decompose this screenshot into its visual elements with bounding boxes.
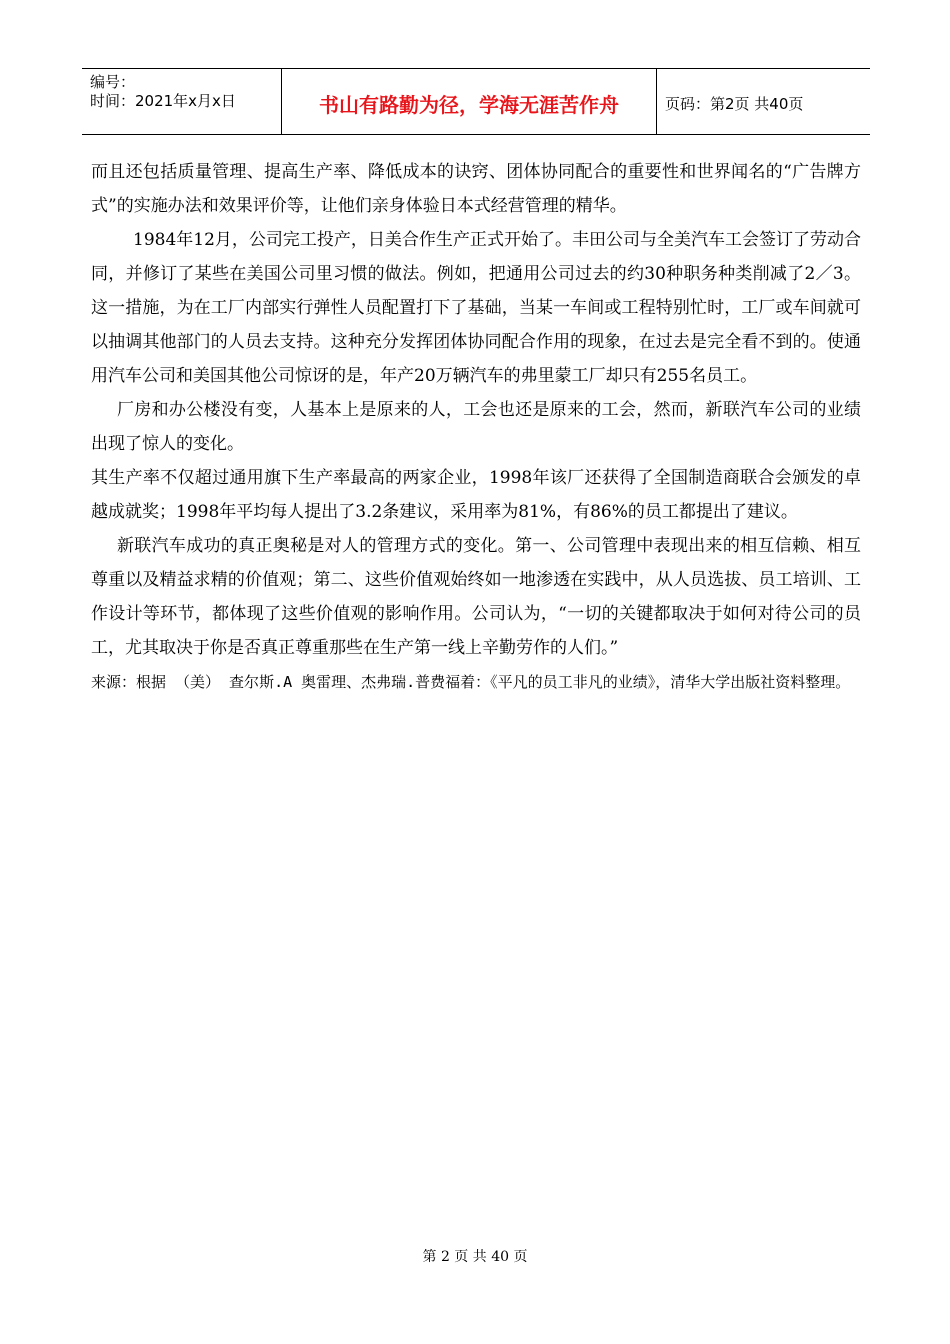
header-meta-cell [82, 69, 282, 134]
footer-page-number: 第 2 页 共 40 页 [422, 1249, 528, 1265]
header-page-cell [657, 69, 870, 134]
source-citation: 来源：根据 （美） 查尔斯.A 奥雷理、杰弗瑞.普费福着：《平凡的员工非凡的业绩》，清华大学出版社资料整理。 [91, 673, 851, 691]
paragraph: 而且还包括质量管理、提高生产率、降低成本的诀窍、团体协同配合的重要性和世界闻名的“广告牌方式”的实施办法和效果评价等，让他们亲身体验日本式经营管理的精华。 [91, 162, 861, 216]
page-info: 页码：第2页 共40页 [665, 95, 804, 113]
date-label: 时间：2021年x月x日 [90, 92, 236, 110]
motto-text: 书山有路勤为径，学海无涯苦作舟 [319, 93, 619, 117]
document-body [91, 155, 861, 699]
page-footer [0, 1246, 950, 1266]
paragraph: 厂房和办公楼没有变，人基本上是原来的人，工会也还是原来的工会，然而，新联汽车公司的业绩出现了惊人的变化。 [91, 400, 861, 454]
paragraph: 新联汽车成功的真正奥秘是对人的管理方式的变化。第一、公司管理中表现出来的相互信赖、相互尊重以及精益求精的价值观；第二、这些价值观始终如一地渗透在实践中，从人员选拔、员工培训、工作设计等环节，都体现了这些价值观的影响作用。公司认为，“一切的关键都取决于如何对待公司的员工，尤其取决于你是否真正尊重那些在生产第一线上辛勤劳作的人们。” [91, 536, 861, 658]
paragraph: 其生产率不仅超过通用旗下生产率最高的两家企业，1998年该厂还获得了全国制造商联合会颁发的卓越成就奖；1998年平均每人提出了3.2条建议，采用率为81%，有86%的员工都提出了建议。 [91, 468, 861, 522]
paragraph: 1984年12月，公司完工投产，日美合作生产正式开始了。丰田公司与全美汽车工会签订了劳动合同，并修订了某些在美国公司里习惯的做法。例如，把通用公司过去的约30种职务种类削减了2／3。这一措施，为在工厂内部实行弹性人员配置打下了基础，当某一车间或工程特别忙时，工厂或车间就可以抽调其他部门的人员去支持。这种充分发挥团体协同配合作用的现象，在过去是完全看不到的。使通用汽车公司和美国其他公司惊讶的是，年产20万辆汽车的弗里蒙工厂却只有255名员工。 [91, 230, 861, 386]
header-motto-cell [282, 69, 657, 134]
page-header [82, 68, 870, 135]
number-label: 编号： [90, 73, 136, 91]
